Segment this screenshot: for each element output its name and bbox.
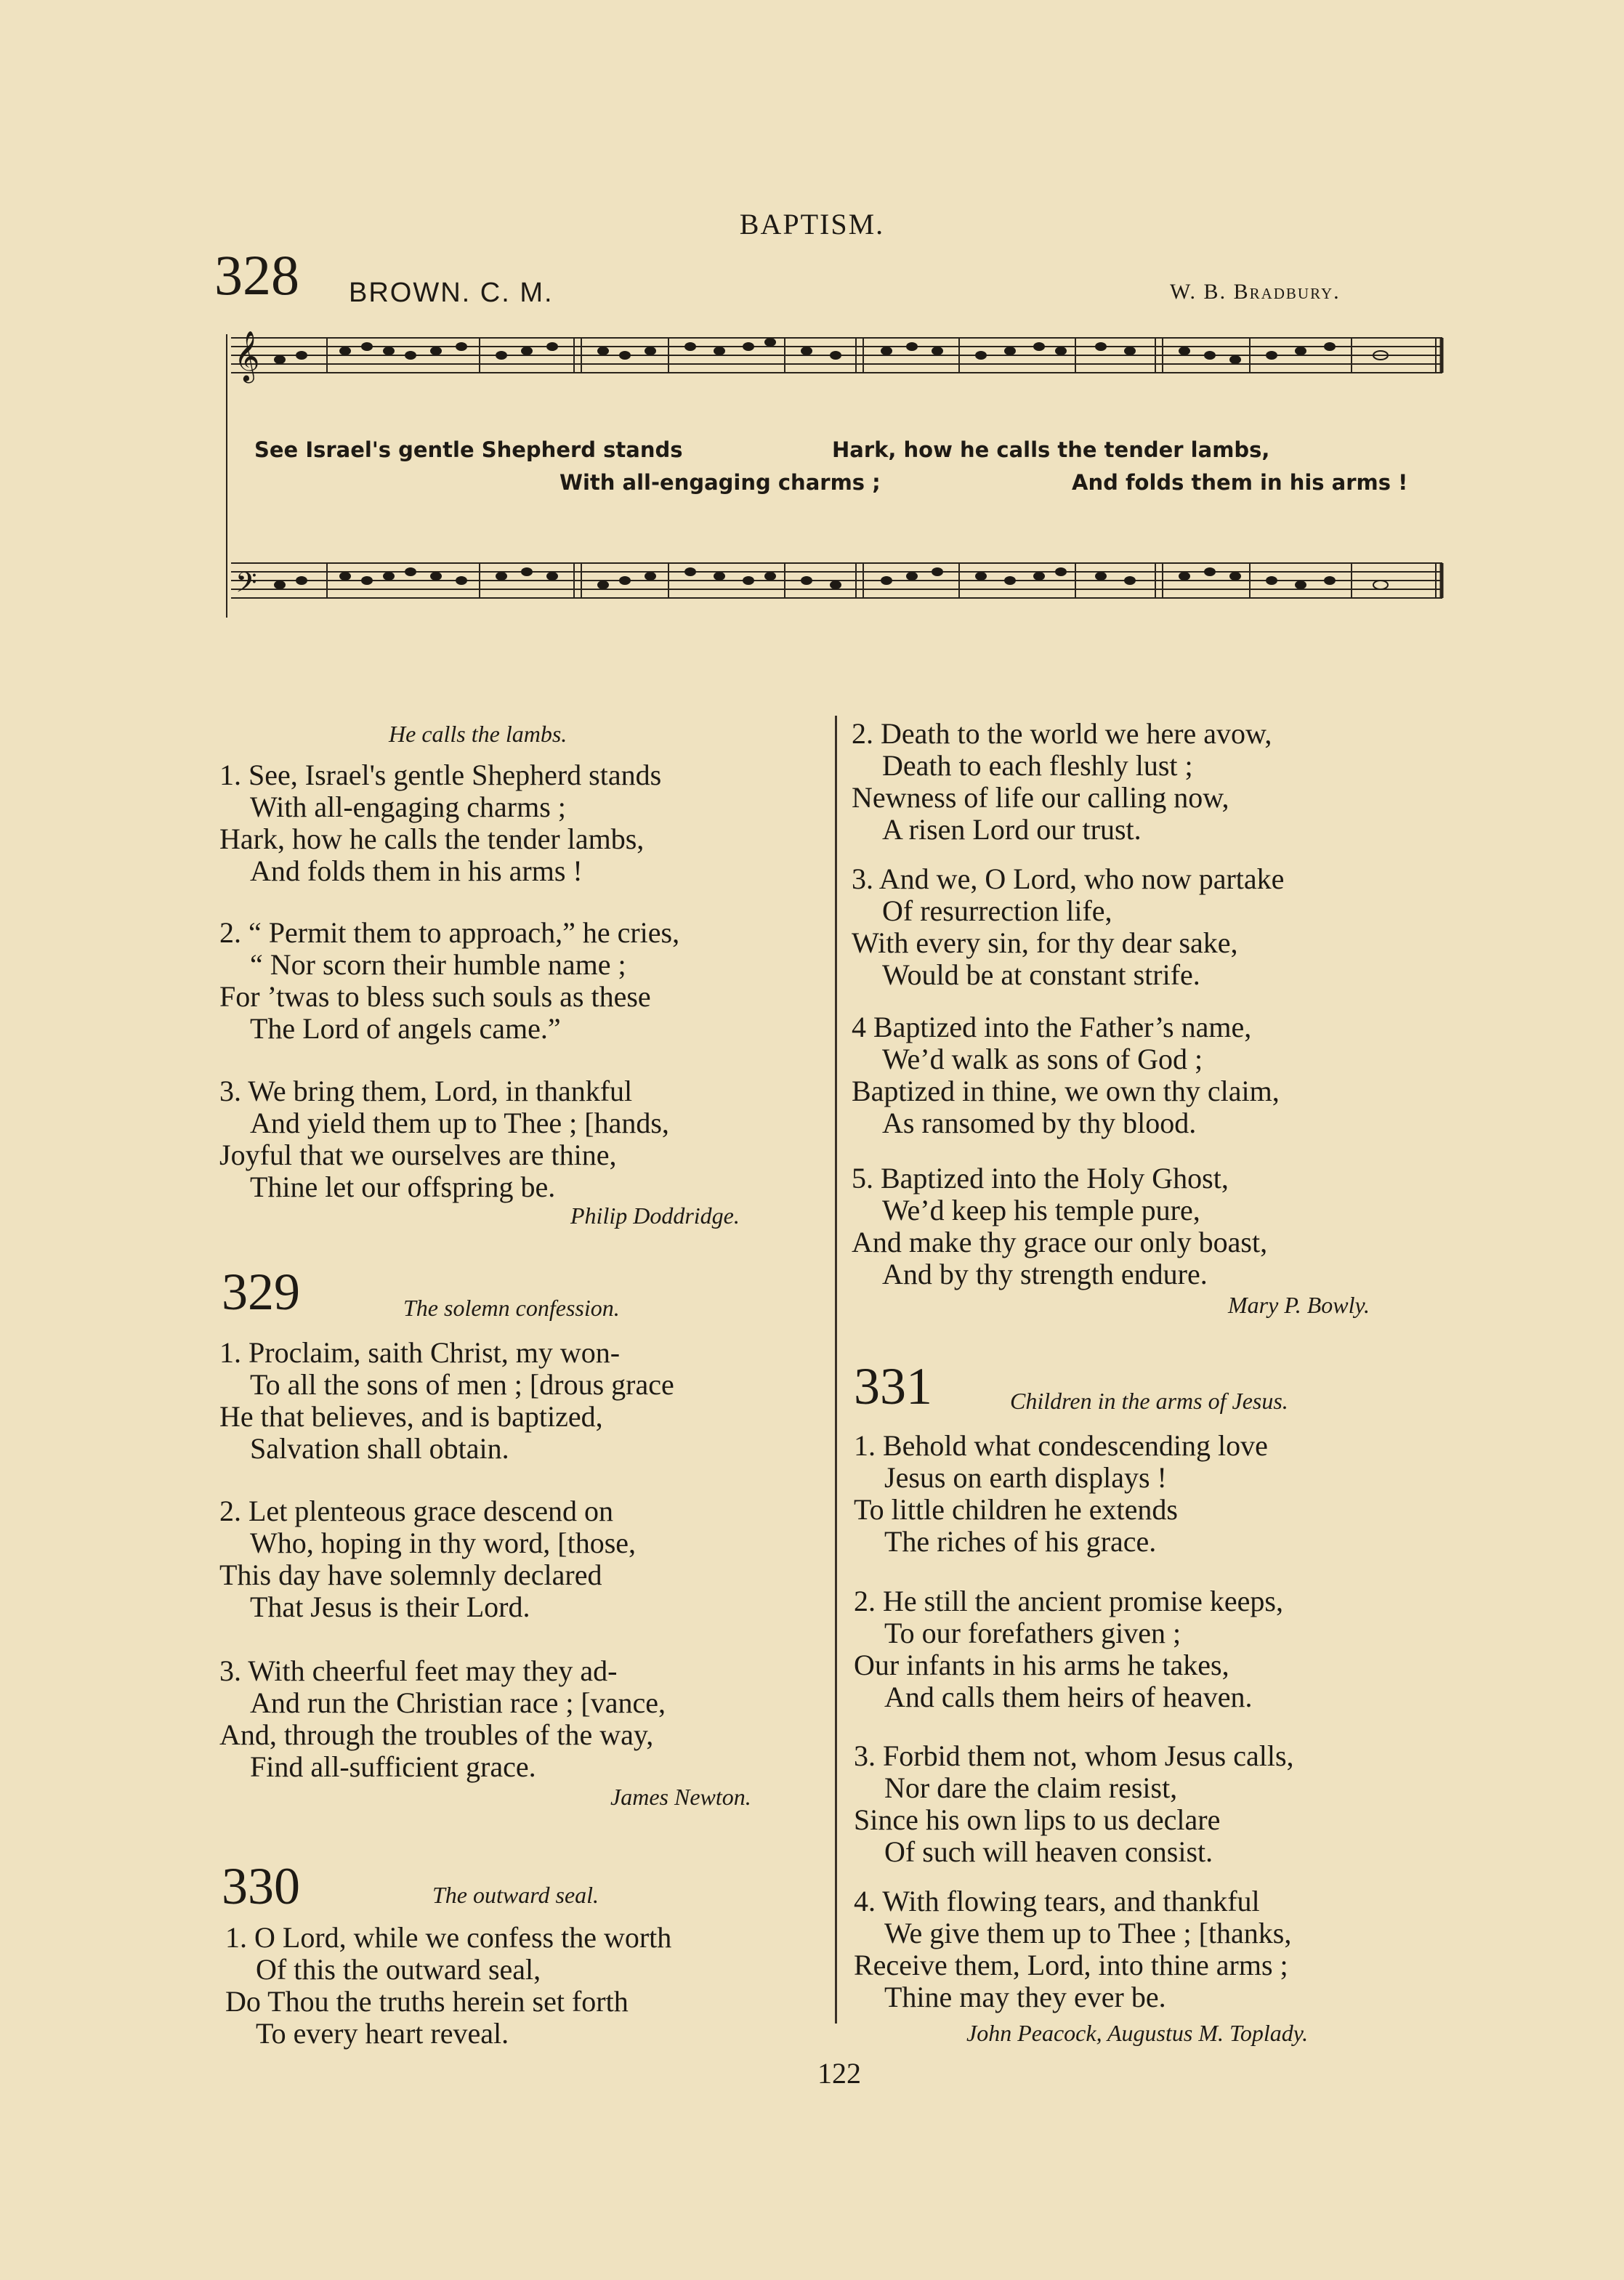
stanza [852,718,1272,846]
svg-text:𝄢: 𝄢 [235,566,257,605]
verse-line: Would be at constant strife. [882,958,1200,991]
verse-line: 3. Forbid them not, whom Jesus calls, [854,1739,1294,1772]
verse-line: And make thy grace our only boast, [852,1226,1268,1258]
verse-line: The Lord of angels came.” [250,1012,561,1045]
stanza [219,1655,666,1783]
verse-line: Of such will heaven consist. [884,1835,1213,1868]
score-lyric-line-3: Hark, how he calls the tender lambs, [832,437,1270,462]
score-lyric-line-2: With all-engaging charms ; [559,470,881,495]
verse-line: We’d walk as sons of God ; [882,1043,1203,1075]
stanza [219,1337,674,1465]
verse-line: Find all-sufficient grace. [250,1750,536,1783]
verse-line: That Jesus is their Lord. [250,1590,530,1623]
verse-line: Receive them, Lord, into thine arms ; [854,1949,1288,1981]
hymn-author: Mary P. Bowly. [1228,1292,1370,1318]
tune-composer: W. B. Bradbury. [1170,280,1341,304]
verse-line: 3. We bring them, Lord, in thankful [219,1075,633,1107]
running-head: BAPTISM. [739,208,885,240]
verse-line: 3. And we, O Lord, who now partake [852,862,1285,895]
verse-line: 3. With cheerful feet may they ad- [219,1654,618,1687]
hymn-theme: Children in the arms of Jesus. [1010,1388,1288,1414]
verse-line: Hark, how he calls the tender lambs, [219,822,645,855]
verse-line: And calls them heirs of heaven. [884,1681,1253,1713]
music-score [218,312,1453,632]
verse-line: Do Thou the truths herein set forth [225,1985,629,2018]
verse-line: To all the sons of men ; [drous grace [250,1368,674,1401]
hymn-theme: The solemn confession. [403,1295,620,1321]
verse-line: 1. Proclaim, saith Christ, my won- [219,1336,621,1369]
verse-line: For ’twas to bless such souls as these [219,980,651,1013]
verse-line: To every heart reveal. [256,2017,509,2050]
verse-line: We’d keep his temple pure, [882,1194,1200,1226]
verse-line: 2. Let plenteous grace descend on [219,1495,614,1527]
verse-line: “ Nor scorn their humble name ; [250,948,626,981]
verse-line: Of resurrection life, [882,894,1112,927]
tune-name: BROWN. C. M. [349,278,554,308]
stanza [852,1163,1267,1290]
verse-line: As ransomed by thy blood. [882,1107,1197,1139]
verse-line: The riches of his grace. [884,1525,1157,1558]
stanza [219,759,661,887]
verse-line: Death to each fleshly lust ; [882,749,1193,782]
verse-line: Salvation shall obtain. [250,1432,509,1465]
stanza [852,863,1284,991]
stanza [225,1922,671,2050]
verse-line: Newness of life our calling now, [852,781,1229,814]
verse-line: And yield them up to Thee ; [hands, [250,1107,669,1139]
hymn-number: 330 [222,1857,300,1915]
verse-line: With all-engaging charms ; [250,791,566,823]
score-lyric-line-1: See Israel's gentle Shepherd stands [254,437,683,462]
verse-line: And by thy strength endure. [882,1258,1208,1290]
verse-line: Thine let our offspring be. [250,1171,556,1203]
hymn-theme: The outward seal. [432,1882,599,1908]
verse-line: Jesus on earth displays ! [884,1461,1167,1494]
svg-text:𝄞: 𝄞 [234,331,260,381]
verse-line: 5. Baptized into the Holy Ghost, [852,1162,1229,1194]
column-rule [835,716,837,2024]
verse-line: Joyful that we ourselves are thine, [219,1139,617,1171]
verse-line: Who, hoping in thy word, [those, [250,1527,637,1559]
verse-line: Nor dare the claim resist, [884,1771,1178,1804]
hymn-author: James Newton. [610,1784,751,1810]
verse-line: We give them up to Thee ; [thanks, [884,1917,1292,1949]
hymn-number: 329 [222,1263,300,1321]
verse-line: With every sin, for thy dear sake, [852,926,1238,959]
stanza [854,1740,1294,1868]
verse-line: And folds them in his arms ! [250,854,583,887]
verse-line: 4 Baptized into the Father’s name, [852,1011,1252,1043]
verse-line: 1. O Lord, while we confess the worth [225,1921,672,1954]
verse-line: Our infants in his arms he takes, [854,1649,1229,1681]
verse-line: 1. See, Israel's gentle Shepherd stands [219,759,662,791]
stanza [852,1011,1280,1139]
verse-line: 4. With flowing tears, and thankful [854,1885,1260,1917]
stanza [219,1495,636,1623]
verse-line: 2. “ Permit them to approach,” he cries, [219,916,680,949]
verse-line: 2. Death to the world we here avow, [852,717,1272,750]
hymn-number: 331 [854,1357,932,1415]
verse-line: Since his own lips to us declare [854,1803,1221,1836]
verse-line: Of this the outward seal, [256,1953,541,1986]
verse-line: 1. Behold what condescending love [854,1429,1268,1462]
hymn-author: Philip Doddridge. [570,1202,740,1229]
verse-line: A risen Lord our trust. [882,813,1142,846]
stanza [219,917,679,1045]
stanza [219,1075,669,1203]
verse-line: He that believes, and is baptized, [219,1400,603,1433]
score-lyric-line-4: And folds them in his arms ! [1072,470,1408,495]
hymn-author: John Peacock, Augustus M. Toplady. [966,2020,1309,2046]
stanza [854,1430,1268,1558]
verse-line: To our forefathers given ; [884,1617,1181,1649]
verse-line: Baptized in thine, we own thy claim, [852,1075,1280,1107]
tune-number: 328 [214,243,299,307]
verse-line: 2. He still the ancient promise keeps, [854,1585,1283,1617]
verse-line: This day have solemnly declared [219,1559,602,1591]
page-number: 122 [817,2057,861,2090]
stanza [854,1585,1283,1713]
verse-line: To little children he extends [854,1493,1178,1526]
hymn-theme: He calls the lambs. [389,721,567,747]
verse-line: And run the Christian race ; [vance, [250,1686,666,1719]
verse-line: And, through the troubles of the way, [219,1718,654,1751]
verse-line: Thine may they ever be. [884,1981,1166,2013]
stanza [854,1885,1291,2013]
